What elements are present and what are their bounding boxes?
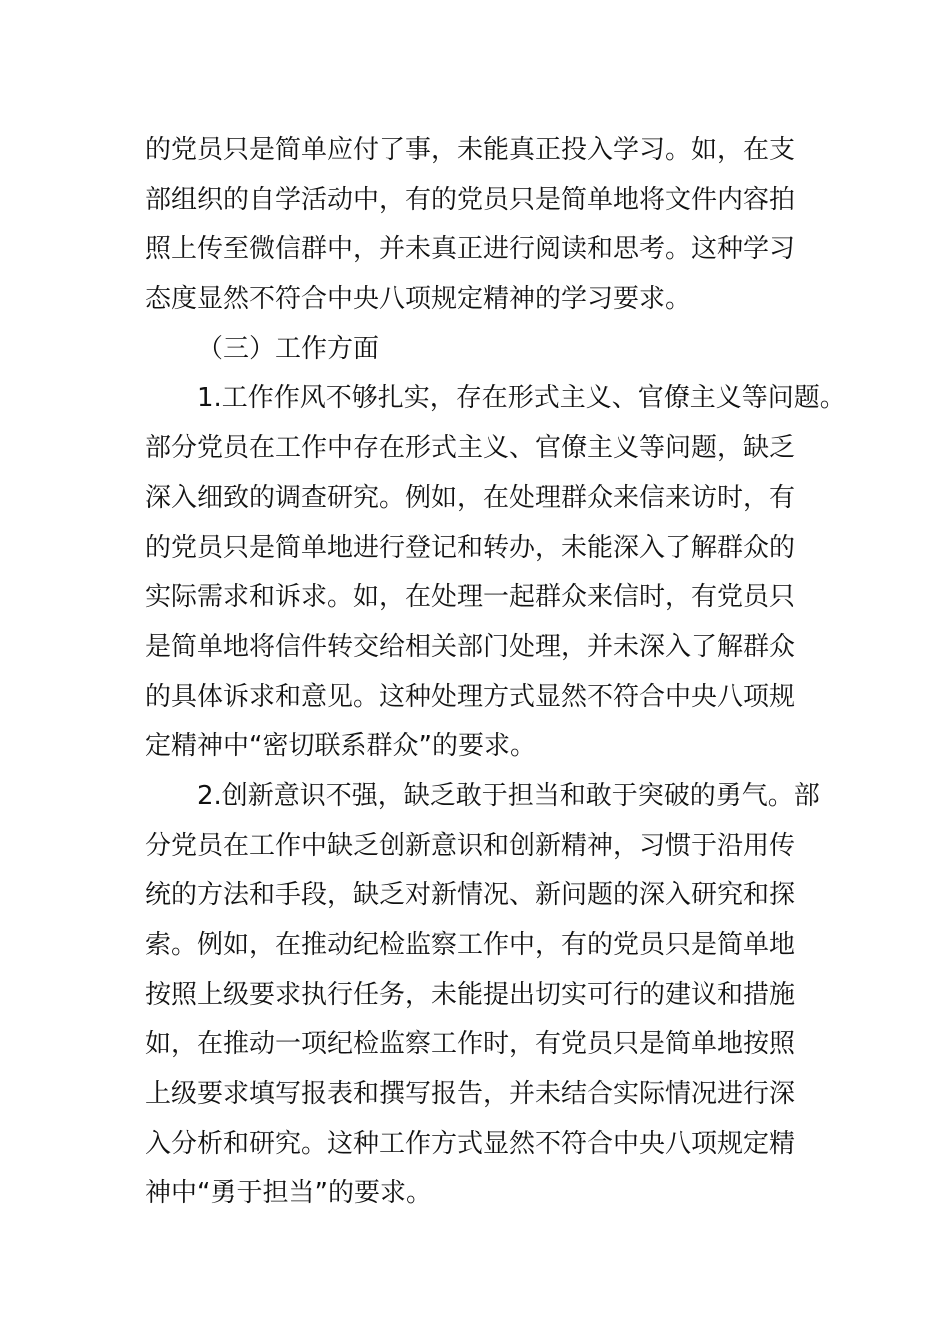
section-heading: （三）工作方面: [197, 333, 380, 364]
paragraph-line: 部分党员在工作中存在形式主义、官僚主义等问题，缺乏: [145, 433, 796, 464]
paragraph-line: 入分析和研究。这种工作方式显然不符合中央八项规定精: [145, 1128, 796, 1159]
paragraph-line: 的党员只是简单地进行登记和转办，未能深入了解群众的: [145, 532, 796, 563]
paragraph-line: 上级要求填写报表和撰写报告，并未结合实际情况进行深: [145, 1079, 796, 1110]
paragraph-line: 部组织的自学活动中，有的党员只是简单地将文件内容拍: [145, 184, 796, 215]
item-heading-line: 2.创新意识不强，缺乏敢于担当和敢于突破的勇气。部: [197, 780, 820, 811]
paragraph-line: 分党员在工作中缺乏创新意识和创新精神，习惯于沿用传: [145, 830, 796, 861]
document-body: [145, 126, 846, 1219]
paragraph-line: 实际需求和诉求。如，在处理一起群众来信时，有党员只: [145, 582, 796, 613]
paragraph-line: 的具体诉求和意见。这种处理方式显然不符合中央八项规: [145, 681, 796, 712]
paragraph-line: 索。例如，在推动纪检监察工作中，有的党员只是简单地: [145, 930, 796, 960]
paragraph-line: 的党员只是简单应付了事，未能真正投入学习。如，在支: [145, 135, 796, 165]
paragraph-line: 定精神中“密切联系群众”的要求。: [145, 731, 536, 762]
paragraph-line: 照上传至微信群中，并未真正进行阅读和思考。这种学习: [145, 234, 796, 265]
paragraph-line: 态度显然不符合中央八项规定精神的学习要求。: [145, 284, 692, 315]
paragraph-line: 如，在推动一项纪检监察工作时，有党员只是简单地按照: [145, 1029, 796, 1060]
paragraph-line: 神中“勇于担当”的要求。: [145, 1178, 432, 1209]
paragraph-line: 统的方法和手段，缺乏对新情况、新问题的深入研究和探: [145, 880, 796, 911]
item-heading-line: 1.工作作风不够扎实，存在形式主义、官僚主义等问题。: [197, 383, 846, 414]
paragraph-line: 是简单地将信件转交给相关部门处理，并未深入了解群众: [145, 631, 796, 662]
paragraph-line: 深入细致的调查研究。例如，在处理群众来信来访时，有: [145, 482, 796, 513]
paragraph-line: 按照上级要求执行任务，未能提出切实可行的建议和措施: [145, 979, 796, 1010]
